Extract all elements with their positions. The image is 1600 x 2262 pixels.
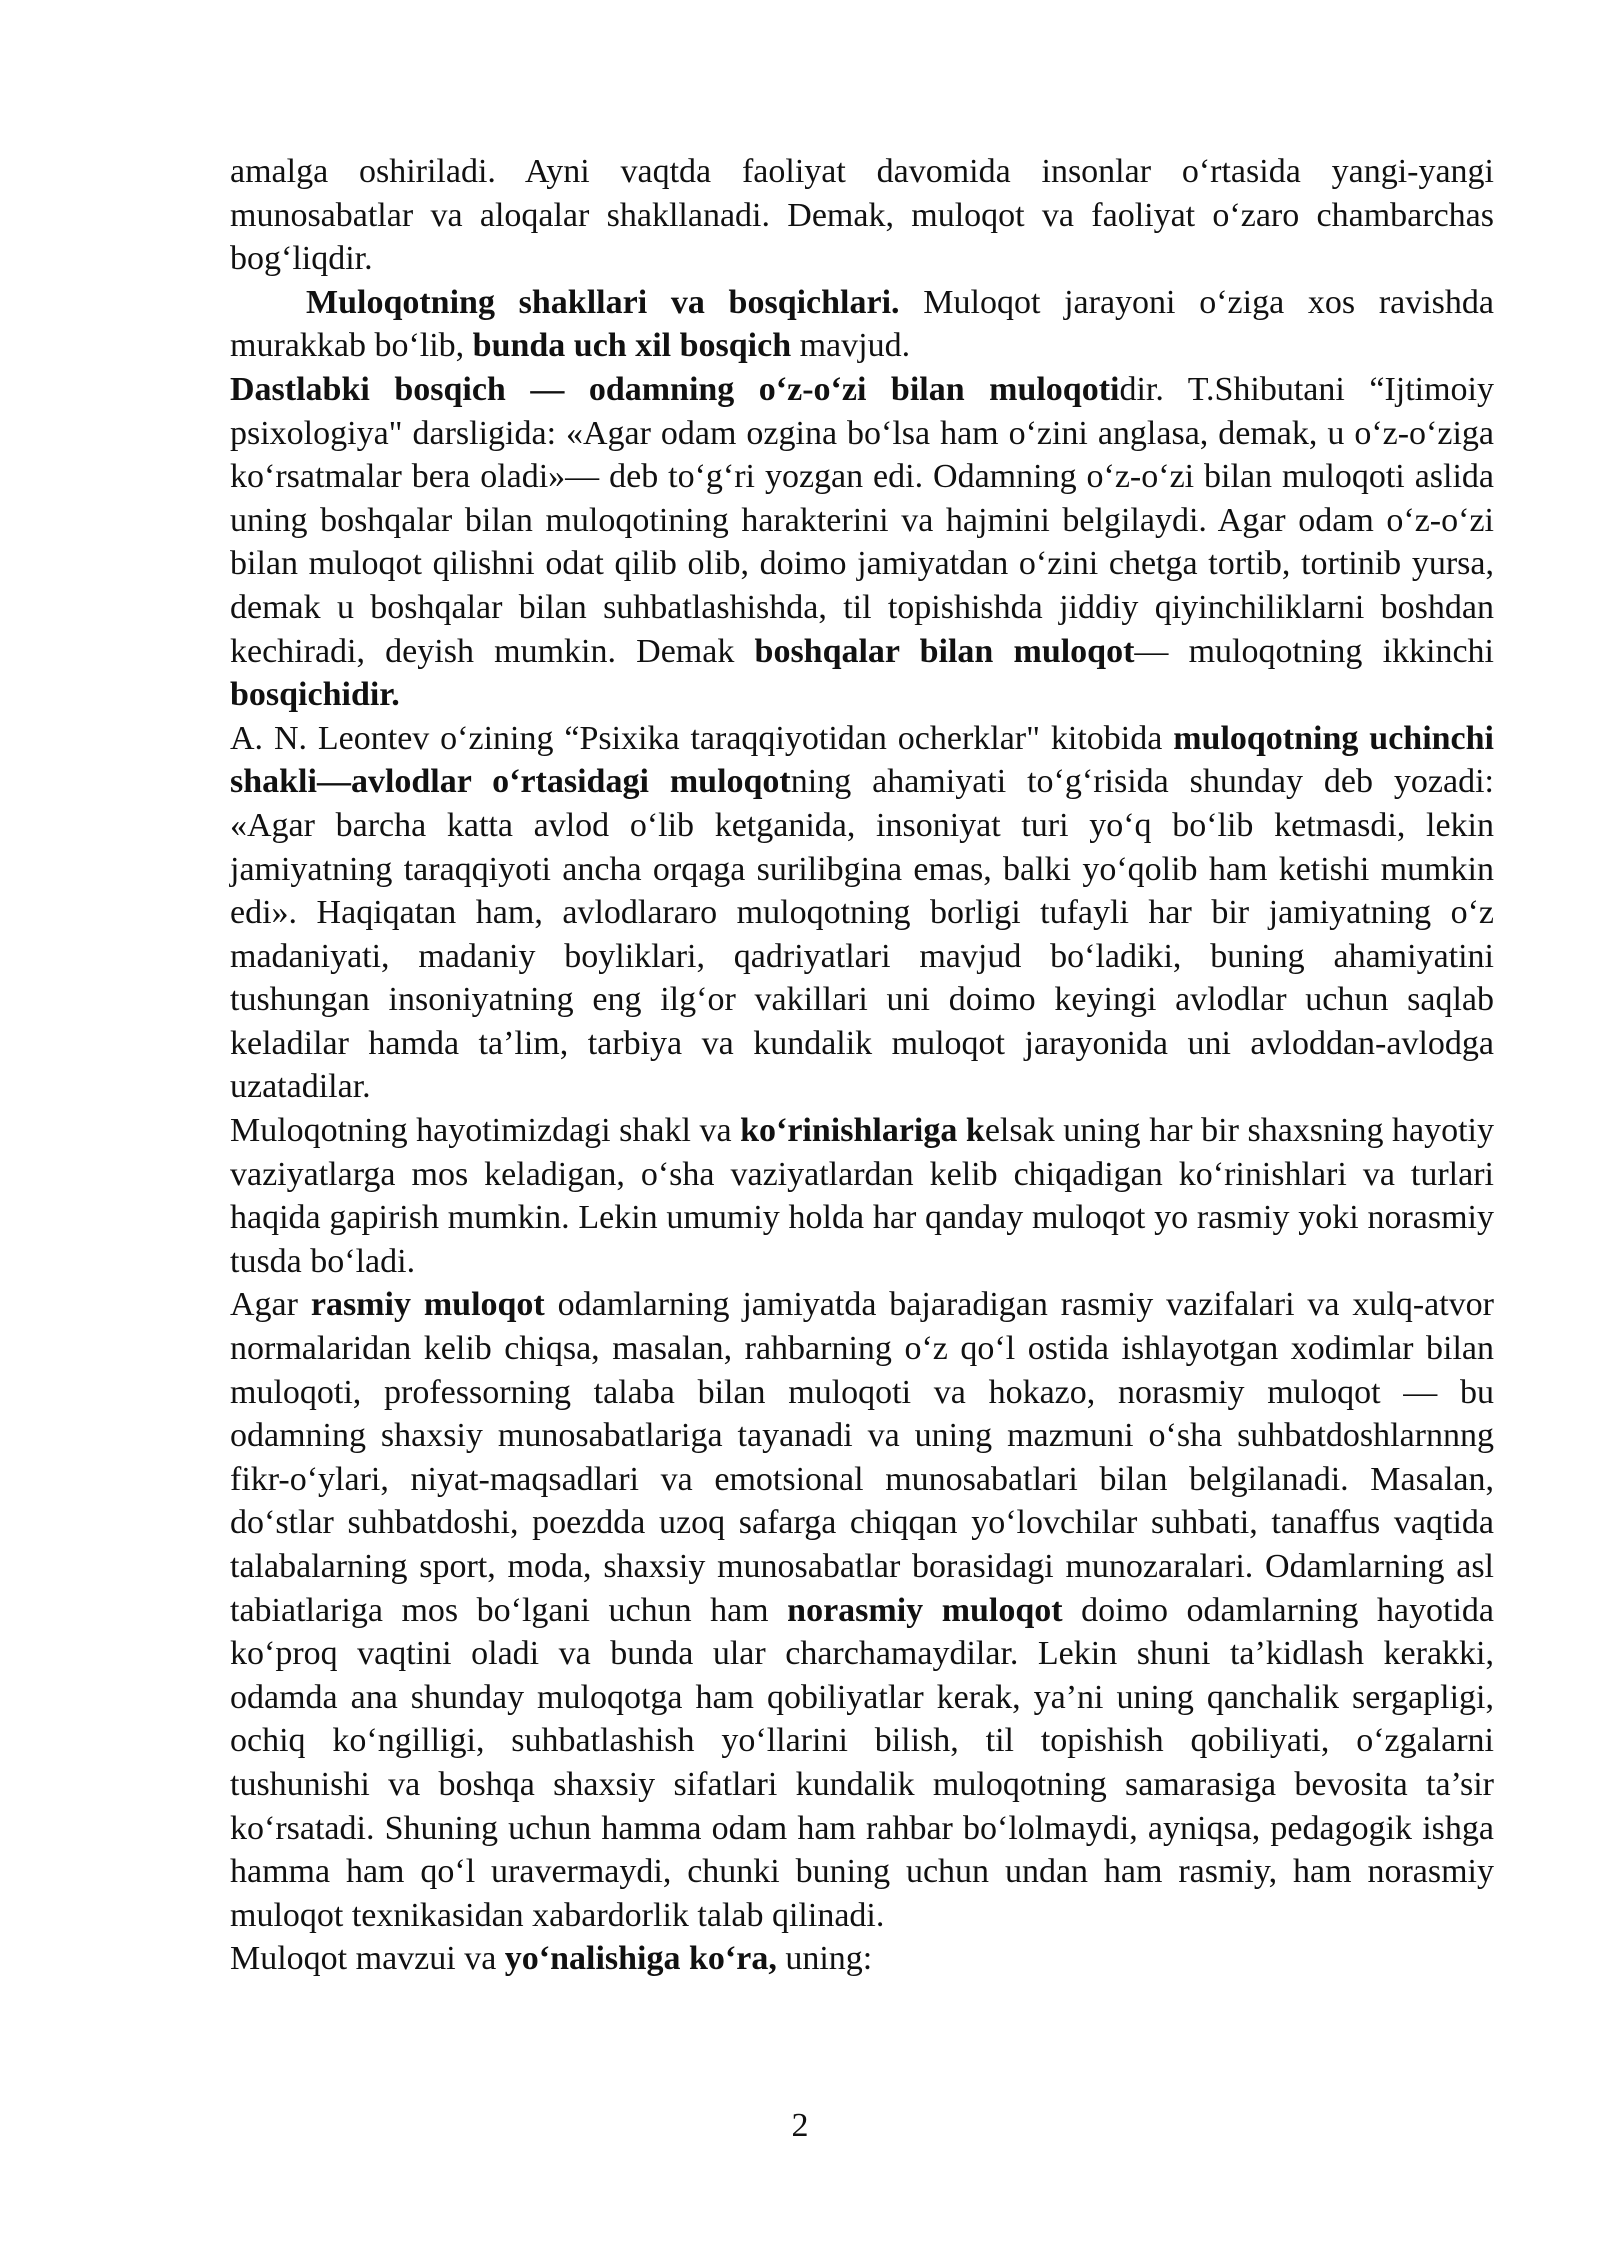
bold-text: bosqichidir. [230,676,400,714]
paragraph [230,150,1494,281]
text-run: elsak uning har bir shaxsning hayotiy vaziyatlarga mos keladigan, o‘sha vaziyatlardan kelib chiqadigan ko‘rinishlari va turlari haqida gapirish mumkin. Lekin umumiy holda har qanday muloqot yo rasmiy yoki norasmiy tusda bo‘ladi. [230,1112,1494,1280]
text-run: ning ahamiyati to‘g‘risida shunday deb yozadi: «Agar barcha katta avlod o‘lib ketganida, insoniyat turi yo‘q bo‘lib ketmasdi, lekin jamiyatning taraqqiyoti ancha orqaga surilibgina emas, balki yo‘qolib ham ketishi mumkin edi». Haqiqatan ham, avlodlararo muloqotning borligi tufayli har bir jamiyatning o‘z madaniyati, madaniy boyliklari, qadriyatlari mavjud bo‘ladiki, buning ahamiyatini tushungan insoniyatning eng ilg‘or vakillari uni doimo keyingi avlodlar uchun saqlab keladilar hamda ta’lim, tarbiya va kundalik muloqot jarayonida uni avloddan-avlodga uzatadilar. [230,763,1494,1106]
document-body [230,150,1494,1981]
paragraph [230,1937,1494,1981]
text-run: Muloqotning hayotimizdagi shakl va [230,1112,741,1150]
paragraph [230,1109,1494,1283]
bold-text: ko‘rinishlariga k [740,1112,985,1150]
bold-text: yo‘nalishiga ko‘ra, [504,1940,777,1978]
text-run: Muloqot jarayoni o‘ziga xos ravishda murakkab bo‘lib, [230,283,1494,365]
text-run: A. N. Leontev o‘zining “Psixika taraqqiyotidan ocherklar" kitobida [230,719,1174,757]
text-run: amalga oshiriladi. Ayni vaqtda faoliyat davomida insonlar o‘rtasida yangi-yangi munosabatlar va aloqalar shakllanadi. Demak, muloqot va faoliyat o‘zaro chambarchas bog‘liqdir. [230,153,1494,278]
text-run: doimo odamlarning hayotida ko‘proq vaqtini oladi va bunda ular charchamaydilar. Lekin shuni ta’kidlash kerakki, odamda ana shunday muloqotga ham qobiliyatlar kerak, ya’ni uning qanchalik sergapligi, ochiq ko‘ngilligi, suhbatlashish yo‘llarini bilish, til topishish qobiliyati, o‘zgalarni tushunishi va boshqa shaxsiy sifatlari kundalik muloqotning samarasiga bevosita ta’sir ko‘rsatadi. Shuning uchun hamma odam ham rahbar bo‘lolmaydi, ayniqsa, pedagogik ishga hamma ham qo‘l uravermaydi, chunki buning uchun undan ham rasmiy, ham norasmiy muloqot texnikasidan xabardorlik talab qilinadi. [230,1591,1494,1934]
text-run: Muloqot mavzui va [230,1940,505,1978]
paragraph [230,1283,1494,1937]
paragraph [230,368,1494,717]
text-run: uning: [776,1940,873,1978]
paragraph [230,281,1494,368]
text-run: Agar [230,1286,311,1324]
page-number: 2 [791,2107,809,2144]
text-run: dir. T.Shibutani “Ijtimoiy psixologiya" darsligida: «Agar odam ozgina bo‘lsa ham o‘zini anglasa, demak, u o‘z-o‘ziga ko‘rsatmalar bera oladi»— deb to‘g‘ri yozgan edi. Odamning o‘z-o‘zi bilan muloqoti aslida uning boshqalar bilan muloqotining harakterini va hajmini belgilaydi. Agar odam o‘z-o‘zi bilan muloqot qilishni odat qilib olib, doimo jamiyatdan o‘zini chetga tortib, tortinib yursa, demak u boshqalar bilan suhbatlashishda, til topishishda jiddiy qiyinchiliklarni boshdan kechiradi, deyish mumkin. Demak [230,370,1494,670]
text-run: odamlarning jamiyatda bajaradigan rasmiy vazifalari va xulq-atvor normalaridan kelib chiqsa, masalan, rahbarning o‘z qo‘l ostida ishlayotgan xodimlar bilan muloqoti, professorning talaba bilan muloqoti va hokazo, norasmiy muloqot — bu odamning shaxsiy munosabatlariga tayanadi va uning mazmuni o‘sha suhbatdoshlarnnng fikr-o‘ylari, niyat-maqsadlari va emotsional munosabatlari bilan belgilanadi. Masalan, do‘stlar suhbatdoshi, poezdda uzoq safarga chiqqan yo‘lovchilar suhbati, tanaffus vaqtida talabalarning sport, moda, shaxsiy munosabatlar borasidagi munozaralari. Odamlarning asl tabiatlariga mos bo‘lgani uchun ham [230,1286,1495,1629]
bold-text: muloqotning uchinchi shakli—avlodlar o‘rtasidagi muloqot [230,719,1494,801]
paragraph [230,717,1494,1109]
bold-text: norasmiy muloqot [787,1591,1063,1629]
bold-text: Muloqotning shakllari va bosqichlari. [306,283,900,321]
bold-text: Dastlabki bosqich — odamning o‘z-o‘zi bilan muloqoti [230,370,1120,408]
bold-text: bunda uch xil bosqich [472,327,792,365]
text-run: — muloqotning ikkinchi [1134,632,1494,670]
bold-text: rasmiy muloqot [310,1286,545,1324]
text-run: mavjud. [791,327,911,365]
bold-text: boshqalar bilan muloqot [754,632,1135,670]
